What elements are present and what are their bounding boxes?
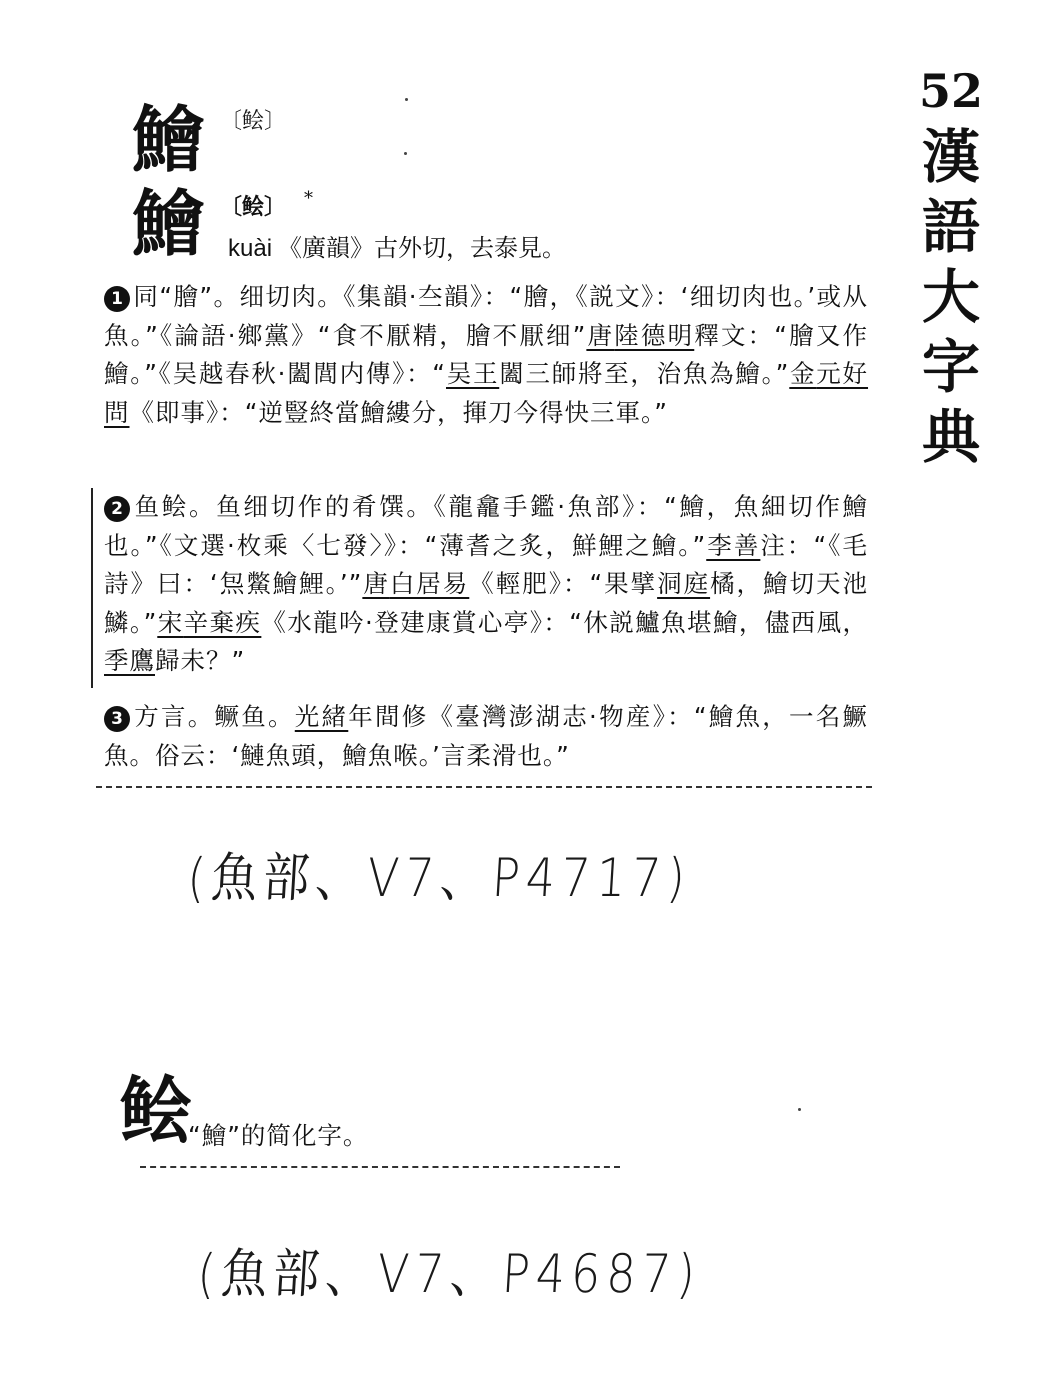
headword-mark: * <box>304 188 313 209</box>
sense-number-badge: 1 <box>104 286 130 312</box>
volume-page-number: 52 <box>918 64 983 118</box>
title-char: 語 <box>921 193 980 261</box>
top-headword-variant: 〔鲙〕 <box>220 109 287 134</box>
sense-number-badge: 3 <box>104 706 130 732</box>
sense-1 <box>104 278 868 432</box>
sense-text: 歸未？” <box>155 646 246 675</box>
sense-text: 《輕肥》：“果擘 <box>469 569 658 598</box>
sense-text: 《即事》：“逆豎終當鱠縷分，揮刀今得快三軍。” <box>129 397 668 427</box>
main-headword: 鱠 <box>132 182 205 266</box>
rhyme-source: 《廣韻》古外切，去泰見。 <box>278 234 567 262</box>
dictionary-title-vertical <box>907 122 995 472</box>
proper-name: 唐 <box>586 320 615 350</box>
proper-name: 洞庭 <box>657 569 711 598</box>
bottom-headword: 鲙 <box>120 1069 193 1153</box>
sense-text: 釋文：“膾又作鱠。”《吴越春秋·闔閭内傳》：“ <box>104 320 869 388</box>
title-char: 典 <box>921 403 980 471</box>
proper-name: 陸德明 <box>614 320 695 350</box>
sense-2 <box>104 488 868 681</box>
sense-text: 同“膾”。细切肉。《集韻·夳韻》：“膾，《説文》：‘细切肉也。’或从魚。”《論語·鄉黨》“食不厭精，膾不厭细” <box>104 282 868 350</box>
margin-bar <box>91 488 93 688</box>
sense-text: 注：“《毛詩》曰：‘炰鱉鱠鯉。’” <box>104 530 868 598</box>
scan-speck <box>405 98 408 101</box>
sense-text: 方言。鳜鱼。 <box>133 702 295 731</box>
pinyin: kuài <box>228 235 273 262</box>
proper-name: 白居易 <box>389 569 470 598</box>
proper-name: 季鷹 <box>104 646 155 675</box>
proper-name: 吴王 <box>446 359 500 388</box>
handwritten-reference-note: (魚部、V7、P4687) <box>195 1242 703 1305</box>
proper-name: 李善 <box>706 530 761 560</box>
pronunciation-line <box>228 228 566 263</box>
main-headword-variant: 〔鲙〕 <box>220 195 287 220</box>
proper-name: 元好問 <box>104 359 869 427</box>
sense-text: 橘，鱠切天池鱗。” <box>104 569 868 637</box>
sense-text: 《水龍吟·登建康賞心亭》：“休説鱸魚堪鱠，儘西風， <box>261 607 869 637</box>
sense-text: 鱼鲙。鱼细切作的肴馔。《龍龕手鑑·魚部》：“鱠，魚細切作鱠也。”《文選·枚乘〈七發〉》：“薄耆之炙，鮮鯉之鱠。” <box>104 492 868 560</box>
handwritten-reference-note: (魚部、V7、P4717) <box>185 846 693 909</box>
sense-number-badge: 2 <box>104 496 130 522</box>
sense-3 <box>104 698 868 775</box>
proper-name: 唐 <box>362 569 390 598</box>
top-headword: 鱠 <box>132 98 205 182</box>
sense-text: 闔三師將至，治魚為鱠。” <box>499 359 790 388</box>
bottom-definition: “鱠”的简化字。 <box>188 1121 369 1150</box>
title-char: 漢 <box>921 123 980 191</box>
section-divider <box>96 786 872 788</box>
sense-text: 年間修《臺灣澎湖志·物産》：“鱠魚，一名鱖魚。俗云：‘鰱魚頭，鱠魚喉。’言柔滑也。” <box>104 702 869 770</box>
title-char: 字 <box>921 333 980 401</box>
scan-speck <box>798 1108 801 1111</box>
proper-name: 辛棄疾 <box>183 607 262 637</box>
proper-name: 金 <box>789 359 817 388</box>
proper-name: 光緒 <box>294 702 349 731</box>
section-divider <box>140 1166 620 1168</box>
title-char: 大 <box>921 263 980 331</box>
scan-speck <box>404 152 407 155</box>
proper-name: 宋 <box>157 607 184 637</box>
